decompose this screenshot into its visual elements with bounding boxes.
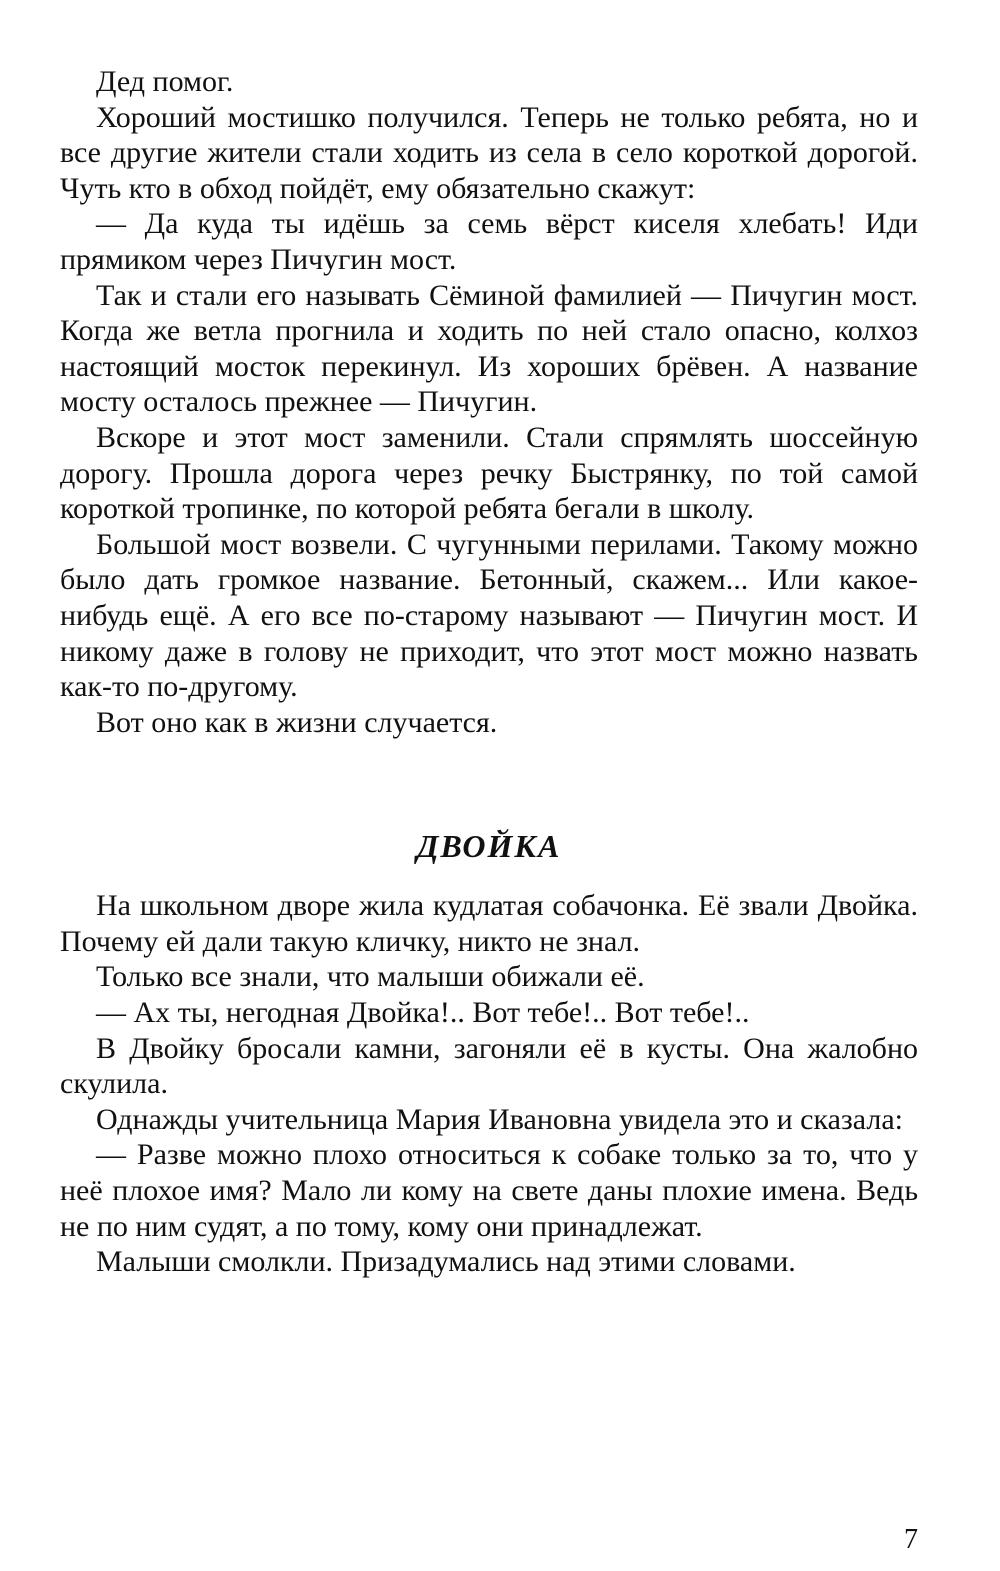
- paragraph: — Да куда ты идёшь за семь вёрст киселя хлебать! Иди прямиком через Пичугин мост.: [60, 207, 918, 276]
- story-title: ДВОЙКА: [416, 828, 562, 865]
- paragraph: На школьном дворе жила кудлатая собачонка. Её звали Двойка. Почему ей дали такую кличку, никто не знал.: [60, 889, 918, 958]
- paragraph: — Разве можно плохо относиться к собаке только за то, что у неё плохое имя? Мало ли кому на свете даны плохие имена. Ведь не по ним судят, а по тому, кому они принадлежат.: [60, 1138, 918, 1243]
- paragraph: Дед помог.: [96, 65, 234, 98]
- paragraph: Хороший мостишко получился. Теперь не только ребята, но и все другие жители стали ходить из села в село короткой дорогой. Чуть кто в обход пойдёт, ему обязательно скажут:: [60, 100, 918, 205]
- paragraph: Только все знали, что малыши обижали её.: [96, 960, 645, 994]
- section-spacer: [60, 740, 918, 826]
- paragraph: — Ах ты, негодная Двойка!.. Вот тебе!.. Вот тебе!..: [96, 996, 750, 1030]
- paragraph: Однажды учительница Мария Ивановна увидела это и сказала:: [96, 1102, 903, 1136]
- paragraph: Так и стали его называть Сёминой фамилией — Пичугин мост. Когда же ветла прогнила и ходить по ней стало опасно, колхоз настоящий мосток перекинул. Из хороших брёвен. А название мосту осталось прежнее — Пичугин.: [60, 278, 918, 419]
- page-number: 7: [904, 1524, 918, 1555]
- book-page: [60, 64, 918, 1280]
- paragraph: Вот оно как в жизни случается.: [96, 705, 498, 739]
- paragraph: Вскоре и этот мост заменили. Стали спрямлять шоссейную дорогу. Прошла дорога через речку Быстрянку, по той самой короткой тропинке, по которой ребята бегали в школу.: [60, 420, 918, 526]
- paragraph: Большой мост возвели. С чугунными перилами. Такому можно было дать громкое название. Бетонный, скажем... Или какое-нибудь ещё. А его все по-старому называют — Пичугин мост. И никому даже в голову не приходит, что этот мост можно назвать как-то по-другому.: [60, 527, 918, 704]
- paragraph: В Двойку бросали камни, загоняли её в кусты. Она жалобно скулила.: [60, 1031, 918, 1101]
- paragraph: Малыши смолкли. Призадумались над этими словами.: [96, 1245, 796, 1279]
